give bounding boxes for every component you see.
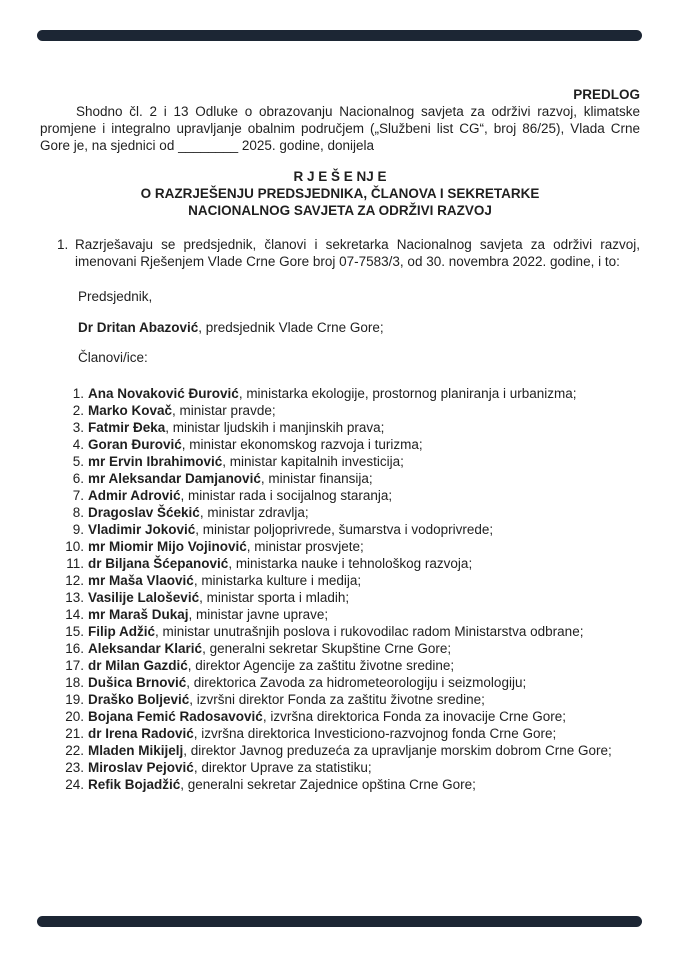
- member-number: 7.: [72, 488, 84, 503]
- title-line-1: R J E Š E NJ E: [293, 169, 387, 184]
- member-number: 20.: [65, 709, 84, 724]
- list-item: [40, 538, 640, 555]
- member-name: Aleksandar Klarić: [88, 641, 203, 656]
- member-name: mr Miomir Mijo Vojinović: [88, 539, 247, 554]
- member-role: , direktor Uprave za statistiku;: [193, 760, 372, 775]
- member-number: 4.: [72, 437, 84, 452]
- list-item: [40, 708, 640, 725]
- member-number: 21.: [65, 726, 84, 741]
- title-line-3: NACIONALNOG SAVJETA ZA ODRŽIVI RAZVOJ: [188, 203, 492, 218]
- member-role: , ministar poljoprivrede, šumarstva i vodoprivrede;: [195, 522, 494, 537]
- member-number: 23.: [65, 760, 84, 775]
- member-role: , generalni sekretar Zajednice opština Crne Gore;: [180, 777, 476, 792]
- list-item: [40, 606, 640, 623]
- article-1: [40, 236, 640, 270]
- member-name: Fatmir Đeka: [88, 420, 166, 435]
- title-line-2: O RAZRJEŠENJU PREDSJEDNIKA, ČLANOVA I SEKRETARKE: [140, 186, 540, 201]
- member-name: Mladen Mikijelj: [88, 743, 184, 758]
- member-number: 11.: [66, 556, 84, 571]
- member-name: dr Biljana Šćepanović: [88, 556, 229, 571]
- list-item: [40, 725, 640, 742]
- list-item: [40, 572, 640, 589]
- member-name: Miroslav Pejović: [88, 760, 194, 775]
- member-role: , izvršna direktorica Fonda za inovacije Crne Gore;: [262, 709, 566, 724]
- member-number: 9.: [72, 522, 84, 537]
- member-role: , direktorica Zavoda za hidrometeorologiju i seizmologiju;: [186, 675, 527, 690]
- member-number: 17.: [65, 658, 84, 673]
- member-role: , direktor Javnog preduzeća za upravljanje morskim dobrom Crne Gore;: [183, 743, 612, 758]
- member-number: 14.: [65, 607, 84, 622]
- member-role: , izvršna direktorica Investiciono-razvojnog fonda Crne Gore;: [193, 726, 557, 741]
- member-role: , generalni sekretar Skupštine Crne Gore;: [202, 641, 452, 656]
- member-name: Dušica Brnović: [88, 675, 187, 690]
- president-name: Dr Dritan Abazović: [78, 320, 199, 335]
- member-role: , ministar unutrašnjih poslova i rukovodilac radom Ministarstva odbrane;: [155, 624, 584, 639]
- member-role: , direktor Agencije za zaštitu životne sredine;: [187, 658, 455, 673]
- member-role: , ministar rada i socijalnog staranja;: [180, 488, 393, 503]
- list-item: [40, 470, 640, 487]
- member-name: Filip Adžić: [88, 624, 155, 639]
- list-item: [40, 674, 640, 691]
- member-role: , ministar prosvjete;: [246, 539, 364, 554]
- list-item: [40, 691, 640, 708]
- page-top-accent-bar: [37, 30, 642, 41]
- member-number: 15.: [65, 624, 84, 639]
- member-number: 16.: [65, 641, 84, 656]
- member-number: 2.: [72, 403, 84, 418]
- member-number: 10.: [65, 539, 84, 554]
- list-item: [40, 759, 640, 776]
- list-item: [40, 521, 640, 538]
- list-item: [40, 487, 640, 504]
- member-role: , ministar pravde;: [172, 403, 276, 418]
- member-role: , ministarka kulture i medija;: [193, 573, 362, 588]
- article-1-text: Razrješavaju se predsjednik, članovi i sekretarka Nacionalnog savjeta za održivi razvoj, imenovani Rješenjem Vlade Crne Gore broj 07-7583/3, od 30. novembra 2022. godine, i to:: [75, 237, 640, 269]
- member-number: 1.: [72, 386, 84, 401]
- member-number: 22.: [65, 743, 84, 758]
- member-role: , ministarka nauke i tehnološkog razvoja;: [228, 556, 473, 571]
- president-role: , predsjednik Vlade Crne Gore;: [198, 320, 384, 335]
- list-item: [40, 402, 640, 419]
- list-item: [40, 742, 640, 759]
- intro-paragraph: Shodno čl. 2 i 13 Odluke o obrazovanju Nacionalnog savjeta za održivi razvoj, klimatske promjene i integralno upravljanje obalnim područjem („Službeni list CG“, broj 86/25), Vlada Crne Gore je, na sjednici od ________ 2025. godine, donijela: [40, 104, 640, 153]
- list-item: [40, 657, 640, 674]
- member-number: 19.: [65, 692, 84, 707]
- member-number: 6.: [72, 471, 84, 486]
- member-name: mr Ervin Ibrahimović: [88, 454, 223, 469]
- member-number: 18.: [65, 675, 84, 690]
- member-name: Vasilije Lalošević: [88, 590, 200, 605]
- member-name: Goran Đurović: [88, 437, 182, 452]
- list-item: [40, 436, 640, 453]
- member-number: 12.: [65, 573, 84, 588]
- member-number: 5.: [72, 454, 84, 469]
- member-name: Dragoslav Šćekić: [88, 505, 200, 520]
- member-role: , izvršni direktor Fonda za zaštitu životne sredine;: [189, 692, 485, 707]
- list-item: [40, 776, 640, 793]
- member-role: , ministarka ekologije, prostornog planiranja i urbanizma;: [238, 386, 577, 401]
- document-page: [40, 86, 640, 793]
- member-role: , ministar ljudskih i manjinskih prava;: [165, 420, 385, 435]
- document-title: [40, 168, 640, 219]
- list-item: [40, 385, 640, 402]
- president-label: Predsjednik,: [78, 289, 153, 304]
- member-name: Ana Novaković Đurović: [88, 386, 239, 401]
- members-list: [40, 385, 640, 793]
- member-name: Bojana Femić Radosavović: [88, 709, 263, 724]
- member-number: 3.: [72, 420, 84, 435]
- list-item: [40, 504, 640, 521]
- article-1-number: 1.: [57, 237, 69, 252]
- list-item: [40, 453, 640, 470]
- member-role: , ministar javne uprave;: [188, 607, 329, 622]
- member-role: , ministar ekonomskog razvoja i turizma;: [181, 437, 423, 452]
- member-role: , ministar zdravlja;: [199, 505, 309, 520]
- member-name: Refik Bojadžić: [88, 777, 181, 792]
- list-item: [40, 589, 640, 606]
- member-name: Marko Kovač: [88, 403, 173, 418]
- list-item: [40, 419, 640, 436]
- member-name: dr Irena Radović: [88, 726, 194, 741]
- list-item: [40, 623, 640, 640]
- member-name: dr Milan Gazdić: [88, 658, 188, 673]
- member-name: mr Aleksandar Damjanović: [88, 471, 261, 486]
- list-item: [40, 555, 640, 572]
- member-role: , ministar finansija;: [260, 471, 373, 486]
- member-number: 24.: [65, 777, 84, 792]
- member-name: mr Maša Vlaović: [88, 573, 194, 588]
- member-number: 8.: [72, 505, 84, 520]
- member-role: , ministar sporta i mladih;: [199, 590, 350, 605]
- list-item: [40, 640, 640, 657]
- member-name: Admir Adrović: [88, 488, 181, 503]
- member-role: , ministar kapitalnih investicija;: [222, 454, 404, 469]
- page-bottom-accent-bar: [37, 916, 642, 927]
- members-label: Članovi/ice:: [78, 350, 148, 365]
- member-name: Vladimir Joković: [88, 522, 196, 537]
- member-number: 13.: [65, 590, 84, 605]
- corner-label: PREDLOG: [573, 87, 640, 102]
- member-name: Draško Boljević: [88, 692, 190, 707]
- president-entry: [78, 319, 640, 336]
- member-name: mr Maraš Dukaj: [88, 607, 189, 622]
